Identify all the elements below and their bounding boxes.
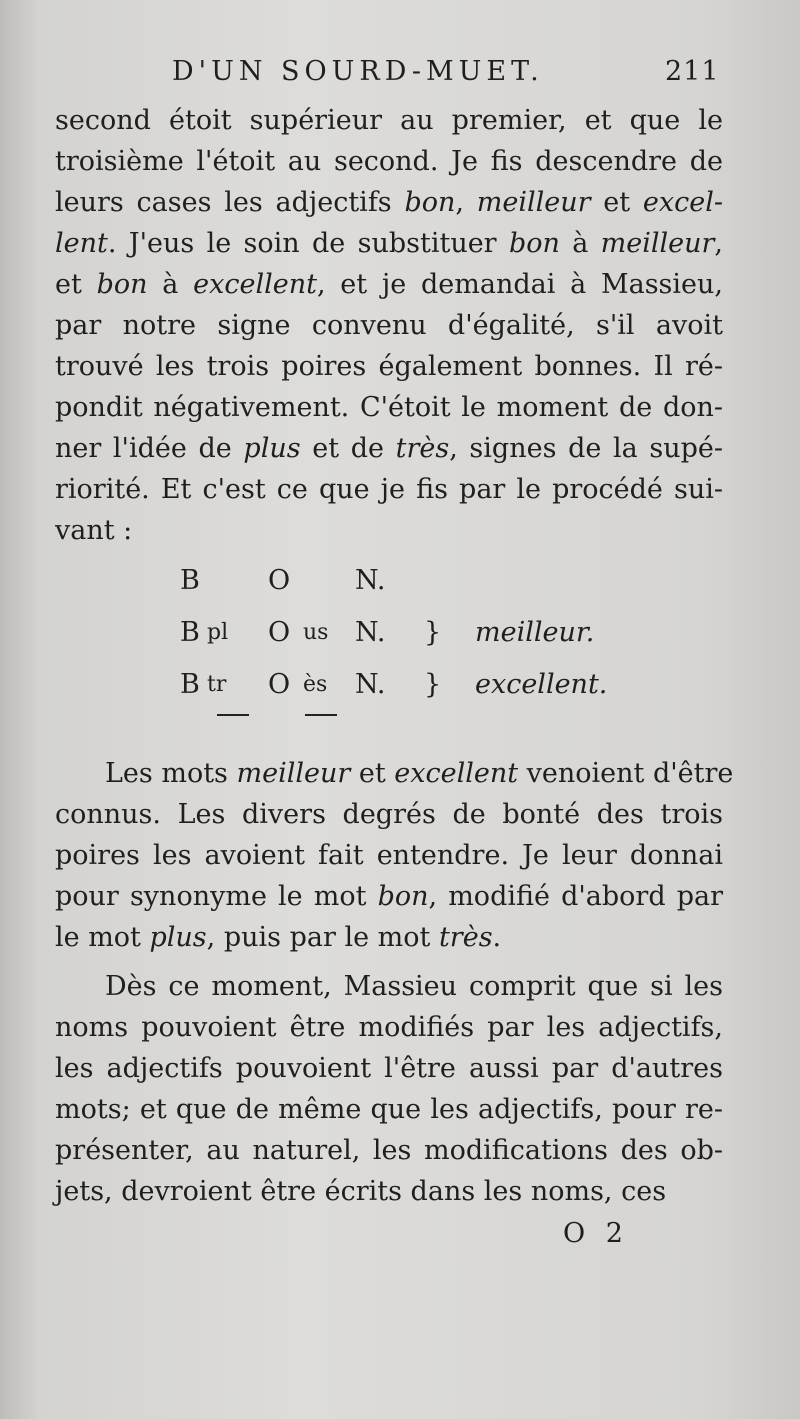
table-cell-small: us (303, 620, 329, 645)
letter-table (180, 557, 660, 713)
table-result: meilleur. (475, 617, 595, 648)
separator-dash (305, 714, 337, 716)
text-line: Les mots meilleur et excellent venoient d'être (105, 758, 734, 789)
table-result: excellent. (475, 669, 608, 700)
text-line: ner l'idée de plus et de très, signes de la supé- (55, 433, 723, 464)
italic-word: très (395, 433, 450, 464)
italic-word: plus (149, 922, 207, 953)
signature-mark: O 2 (563, 1218, 629, 1249)
text-line: trouvé les trois poires également bonnes. Il ré- (55, 351, 723, 382)
text-line: et bon à excellent, et je demandai à Massieu, (55, 269, 724, 300)
table-row (180, 557, 660, 609)
italic-word: excellent (394, 758, 519, 789)
paragraph-1 (55, 100, 723, 551)
text-line: leurs cases les adjectifs bon, meilleur et excel- (55, 187, 723, 218)
running-head (0, 52, 800, 92)
table-cell-letter: O (268, 669, 291, 700)
italic-word: excel- (642, 187, 723, 218)
text-line: troisième l'étoit au second. Je fis descendre de (55, 146, 723, 177)
italic-word: meilleur (600, 228, 715, 259)
table-row (180, 661, 660, 713)
italic-word: bon (96, 269, 148, 300)
italic-word: lent (55, 228, 108, 259)
table-cell-letter: N. (355, 565, 386, 596)
italic-word: bon (377, 881, 429, 912)
text-line: les adjectifs pouvoient l'être aussi par d'autres (55, 1053, 723, 1084)
text-line: par notre signe convenu d'égalité, s'il avoit (55, 310, 723, 341)
table-cell-letter: B (180, 669, 200, 700)
table-cell-letter: B (180, 565, 200, 596)
table-cell-letter: O (268, 565, 291, 596)
text-line: second étoit supérieur au premier, et que le (55, 105, 723, 136)
text-line: connus. Les divers degrés de bonté des trois (55, 799, 723, 830)
running-title: D'UN SOURD-MUET. (172, 56, 544, 87)
table-cell-letter: O (268, 617, 291, 648)
text-line: présenter, au naturel, les modifications des ob- (55, 1135, 723, 1166)
paragraph-3 (55, 966, 723, 1212)
table-cell-small: pl (207, 620, 229, 645)
table-cell-letter: N. (355, 617, 386, 648)
separator-dash (217, 714, 249, 716)
table-cell-letter: B (180, 617, 200, 648)
brace-mark: } (424, 617, 442, 648)
text-line: jets, devroient être écrits dans les noms, ces (55, 1176, 667, 1207)
text-line: noms pouvoient être modifiés par les adjectifs, (55, 1012, 723, 1043)
text-line: pour synonyme le mot bon, modifié d'abord par (55, 881, 724, 912)
italic-word: meilleur (236, 758, 351, 789)
italic-word: plus (243, 433, 301, 464)
table-row (180, 609, 660, 661)
text-line: poires les avoient fait entendre. Je leur donnai (55, 840, 723, 871)
text-line: mots; et que de même que les adjectifs, pour re- (55, 1094, 723, 1125)
paragraph-2 (55, 753, 734, 958)
italic-word: bon (404, 187, 456, 218)
text-line: pondit négativement. C'étoit le moment de don- (55, 392, 723, 423)
text-line: riorité. Et c'est ce que je fis par le procédé sui- (55, 474, 723, 505)
italic-word: excellent (193, 269, 317, 300)
italic-word: très (438, 922, 493, 953)
table-cell-small: ès (303, 672, 328, 697)
text-line: le mot plus, puis par le mot très. (55, 922, 502, 953)
table-cell-letter: N. (355, 669, 386, 700)
italic-word: meilleur (476, 187, 591, 218)
text-line: vant : (55, 515, 133, 546)
text-line: lent. J'eus le soin de substituer bon à meilleur, (55, 228, 724, 259)
page-number: 211 (665, 56, 720, 87)
italic-word: bon (508, 228, 560, 259)
text-line: Dès ce moment, Massieu comprit que si les (105, 971, 723, 1002)
table-cell-small: tr (207, 672, 227, 697)
brace-mark: } (424, 669, 442, 700)
